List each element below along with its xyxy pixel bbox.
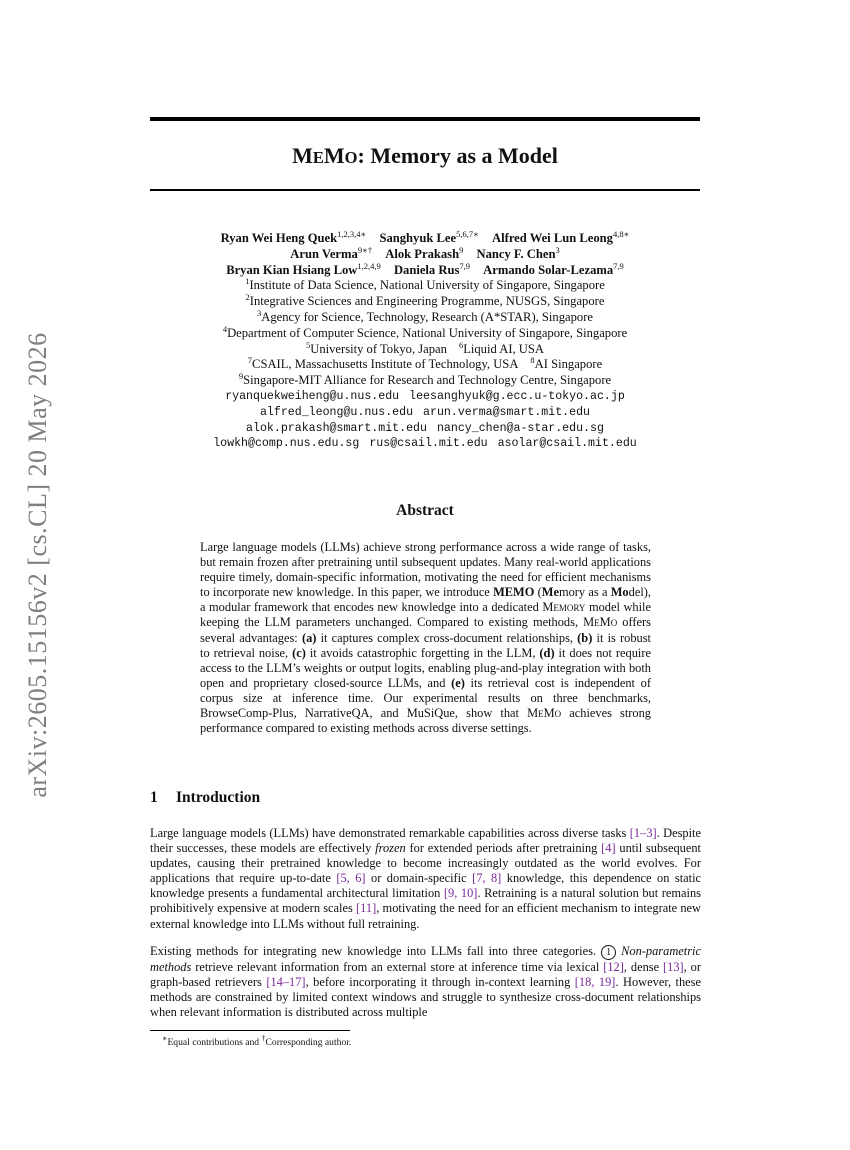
email-line [150,389,700,405]
email[interactable]: alfred_leong@u.nus.edu [259,405,414,419]
email-line [150,421,700,437]
paper-title [150,143,700,171]
affiliation: $^4$Department of Computer Science, National University of Singapore, Singapore [222,323,628,340]
intro-paragraph-2: Existing methods for integrating new knowledge into LLMs fall into three categories. 1 Non-parametric methods retrieve relevant information from an external store at inference time via lexical [12], dense [13], or graph-based retrievers [14–17], before incorporating it through in-context learning [18, 19]. However, these methods are constrained by limited context windows and struggle to synthesize cross-document relationships when relevant information is distributed across multiple [150,944,702,1020]
abstract-heading: Abstract [396,502,454,519]
citation-link[interactable]: [5, 6] [336,871,366,886]
author: Sanghyuk Lee$^{5,6,7∗}$ [379,228,479,245]
citation-link[interactable]: [4] [601,841,616,856]
email[interactable]: leesanghyuk@g.ecc.u-tokyo.ac.jp [409,389,625,403]
author: Ryan Wei Heng Quek$^{1,2,3,4∗}$ [220,228,367,245]
citation-link[interactable]: [1–3] [629,826,657,840]
email-line [150,405,700,421]
affiliation: $^9$Singapore-MIT Alliance for Research and Technology Centre, Singapore [238,370,612,388]
author-block [150,228,700,452]
email[interactable]: rus@csail.mit.edu [369,437,488,451]
citation-link[interactable]: [11] [356,901,377,916]
citation-link[interactable]: [14–17] [266,975,306,990]
affiliation: $^3$Agency for Science, Technology, Research (A*STAR), Singapore [257,307,593,324]
affiliation: $^2$Integrative Sciences and Engineering Programme, NUSGS, Singapore [245,292,605,309]
title-letter-o: O [344,148,358,167]
author: Bryan Kian Hsiang Low$^{1,2,4,9}$ [226,260,381,277]
affiliation-pair: $^5$University of Tokyo, Japan $^6$Liquid AI, USA [305,339,545,356]
intro-paragraph-1: Large language models (LLMs) have demonstrated remarkable capabilities across diverse tasks [1–3]. Despite their successes, these models are effectively frozen for extended periods after pretraining [4] until subsequent updates, causing their pretrained knowledge to become increasingly outdated as the world evolves. For applications that require up-to-date [5, 6] or domain-specific [7, 8] knowledge, this dependence on static knowledge presents a fundamental architectural limitation [9, 10]. Retraining is a natural solution but remains prohibitively expensive at modern scales [11], motivating the need for an efficient mechanism to integrate new external knowledge into LLMs without full retraining. [150,826,702,931]
title-top-rule [150,117,700,121]
author-line-1 [150,228,700,247]
title-letter-e: E [312,148,324,167]
author: Armando Solar-Lezama$^{7,9}$ [483,260,624,277]
email[interactable]: arun.verma@smart.mit.edu [423,405,591,419]
author: Alok Prakash$^9$ [385,244,464,261]
title-bottom-rule [150,189,700,191]
title-rest: : Memory as a Model [357,143,558,168]
citation-link[interactable]: [9, 10] [443,886,478,901]
author: Arun Verma$^{9∗\dagger}$ [290,244,373,261]
footnote-rule [150,1030,350,1031]
author: Daniela Rus$^{7,9}$ [393,260,470,277]
author-line-3 [150,260,700,279]
title-letter-m2: M [323,143,345,168]
citation-link[interactable]: [13] [663,960,684,974]
arxiv-identifier-stamp: arXiv:2605.15156v2 [cs.CL] 20 May 2026 [23,332,52,798]
affiliation: $^1$Institute of Data Science, National University of Singapore, Singapore [245,276,605,293]
circled-number-icon: 1 [601,945,616,960]
abstract-text: Large language models (LLMs) achieve strong performance across a wide range of tasks, but remain frozen after pretraining until subsequent updates. Many real-world applications require timely, domain-specific information, motivating the need for efficient mechanisms to incorporate new knowledge. In this paper, we introduce MEMO (Memory as a Model), a modular framework that encodes new knowledge into a dedicated Memory model while keeping the LLM parameters unchanged. Compared to existing methods, MeMo offers several advantages: (a) it captures complex cross-document relationships, (b) it is robust to retrieval noise, (c) it avoids catastrophic forgetting in the LLM, (d) it does not require access to the LLM’s weights or output logits, enabling plug-and-play integration with both open and proprietary closed-source LLMs, and (e) its retrieval cost is independent of corpus size at inference time. Our experimental results on three benchmarks, BrowseComp-Plus, NarrativeQA, and MuSiQue, show that MeMo achieves strong performance compared to existing methods across diverse settings. [200,540,651,736]
section-heading [150,789,260,807]
author: Nancy F. Chen$^3$ [476,244,560,261]
email[interactable]: alok.prakash@smart.mit.edu [246,421,427,435]
email[interactable]: nancy_chen@a-star.edu.sg [436,421,604,435]
email[interactable]: lowkh@comp.nus.edu.sg [213,437,360,451]
citation-link[interactable]: [12] [603,960,624,974]
citation-link[interactable]: [18, 19] [574,975,616,990]
section-title: Introduction [176,789,261,806]
email[interactable]: asolar@csail.mit.edu [497,437,637,451]
section-number: 1 [150,789,158,806]
affiliation-pair: $^7$CSAIL, Massachusetts Institute of Technology, USA $^8$AI Singapore [247,355,603,372]
email[interactable]: ryanquekweiheng@u.nus.edu [225,389,400,403]
footnote: ∗Equal contributions and †Corresponding author. [162,1034,352,1049]
email-line [150,436,700,452]
citation-link[interactable]: [7, 8] [472,871,502,886]
author: Alfred Wei Lun Leong$^{4,8∗}$ [492,228,630,245]
title-letter-m1: M [292,143,313,168]
